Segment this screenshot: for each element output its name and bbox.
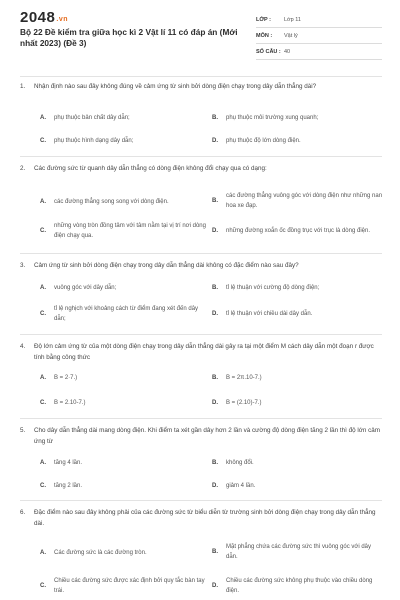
option-text: Các đường sức là các đường tròn. [54, 550, 147, 556]
option-letter: C. [40, 228, 46, 234]
meta-row-subject [256, 28, 382, 44]
question-6 [20, 508, 385, 529]
option-letter: C. [40, 400, 46, 406]
question-text: Đặc điểm nào sau đây không phải của các đường sức từ biểu diễn từ trường sinh bởi dòng điện chạy trong dây dẫn thẳng dài. [34, 509, 376, 527]
option-text: tăng 2 lần. [54, 483, 83, 489]
question-number: 6. [20, 509, 26, 516]
option-letter: B. [212, 460, 218, 466]
option-letter: D. [212, 138, 218, 144]
option-text: những đường xoắn ốc đồng trục với trục là dòng điện. [226, 228, 370, 234]
option-text: những vòng tròn đồng tâm với tâm nằm tại vị trí nơi dòng điện chạy qua. [54, 223, 206, 239]
document-header [0, 0, 400, 62]
option-6d[interactable] [212, 575, 384, 597]
option-text: phụ thuộc hình dạng dây dẫn; [54, 138, 134, 144]
option-5b[interactable] [212, 458, 384, 468]
option-text: Chiều các đường sức không phụ thuộc vào chiều dòng điện. [226, 578, 373, 594]
option-text: B = 2·7.) [54, 375, 78, 381]
option-text: phụ thuộc bản chất dây dẫn; [54, 115, 130, 121]
option-2b[interactable] [212, 190, 384, 212]
option-text: Mặt phẳng chứa các đường sức thì vuông góc với dây dẫn. [226, 544, 371, 560]
document-title: Bộ 22 Đề kiểm tra giữa học kì 2 Vật lí 11 có đáp án (Mới nhất 2023) (Đề 3) [20, 27, 238, 48]
option-1b[interactable] [212, 113, 382, 123]
option-4b[interactable] [212, 373, 384, 383]
option-letter: D. [212, 583, 218, 589]
option-letter: A. [40, 375, 46, 381]
option-text: giảm 4 lần. [226, 483, 256, 489]
option-5d[interactable] [212, 481, 384, 491]
option-letter: B. [212, 375, 218, 381]
question-2 [20, 164, 385, 175]
question-text: Cảm ứng từ sinh bởi dòng điện chạy trong dây dẫn thẳng dài không có đặc điểm nào sau đây? [34, 262, 299, 269]
option-letter: C. [40, 583, 46, 589]
option-2d[interactable] [212, 220, 384, 242]
question-text: Độ lớn cảm ứng từ của một dòng điện chạy trong dây dẫn thẳng dài gây ra tại một điểm M cách dây dẫn một đoạn r được tính bằng công thức [34, 343, 374, 361]
option-text: không đổi. [226, 460, 254, 466]
option-2c[interactable] [40, 220, 210, 242]
option-text: các đường thẳng song song với dòng điện. [54, 199, 169, 205]
option-letter: C. [40, 483, 46, 489]
question-number: 3. [20, 262, 26, 269]
option-text: tăng 4 lần. [54, 460, 83, 466]
option-text: Chiều các đường sức được xác định bởi quy tắc bàn tay trái. [54, 578, 205, 594]
option-letter: D. [212, 228, 218, 234]
meta-value: 40 [284, 48, 291, 55]
option-text: B = 2π.10-7.) [226, 375, 262, 381]
option-1c[interactable] [40, 136, 200, 146]
question-number: 4. [20, 343, 26, 350]
option-text: tỉ lệ thuận với chiều dài dây dẫn. [226, 311, 313, 317]
logo-suffix: .vn [56, 16, 68, 23]
meta-table [256, 12, 382, 60]
option-4c[interactable] [40, 398, 200, 408]
option-text: B = (2.10)-7.) [226, 400, 262, 406]
option-text: phụ thuộc độ lớn dòng điện. [226, 138, 301, 144]
meta-value: Lớp 11 [284, 16, 301, 23]
option-4d[interactable] [212, 398, 384, 408]
option-4a[interactable] [40, 373, 200, 383]
option-letter: C. [40, 311, 46, 317]
option-6b[interactable] [212, 541, 384, 563]
option-text: vuông góc với dây dẫn; [54, 285, 117, 291]
option-6c[interactable] [40, 575, 205, 597]
option-3c[interactable] [40, 303, 205, 325]
question-number: 5. [20, 427, 26, 434]
divider [20, 418, 382, 419]
meta-row-count [256, 44, 382, 60]
meta-label: SỐ CÂU : [256, 48, 281, 55]
question-text: Các đường sức từ quanh dây dẫn thẳng có dòng điện không đổi chạy qua có dạng: [34, 165, 267, 172]
option-letter: A. [40, 550, 46, 556]
option-5c[interactable] [40, 481, 200, 491]
option-1d[interactable] [212, 136, 382, 146]
divider [20, 334, 382, 335]
option-6a[interactable] [40, 548, 205, 558]
question-text: Cho dây dẫn thẳng dài mang dòng điện. Khi điểm ta xét gần dây hơn 2 lần và cường độ dòng điện tăng 2 lần thì độ lớn cảm ứng từ [34, 427, 381, 445]
option-letter: B. [212, 115, 218, 121]
question-1 [20, 82, 385, 93]
meta-value: Vật lý [284, 32, 298, 39]
option-text: tỉ lệ nghịch với khoảng cách từ điểm đang xét đến dây dẫn; [54, 306, 199, 322]
option-1a[interactable] [40, 113, 200, 123]
logo-text: 2048 [20, 9, 56, 26]
option-letter: B. [212, 198, 218, 204]
option-letter: A. [40, 199, 46, 205]
option-letter: D. [212, 311, 218, 317]
option-letter: D. [212, 400, 218, 406]
option-text: B = 2.10-7.) [54, 400, 86, 406]
site-logo[interactable] [20, 9, 68, 26]
option-letter: A. [40, 285, 46, 291]
divider [20, 76, 382, 77]
option-text: tỉ lệ thuận với cường độ dòng điện; [226, 285, 320, 291]
divider [20, 156, 382, 157]
option-letter: D. [212, 483, 218, 489]
question-number: 1. [20, 83, 26, 90]
question-4 [20, 342, 385, 363]
divider [20, 253, 382, 254]
meta-label: MÔN : [256, 32, 273, 39]
question-number: 2. [20, 165, 26, 172]
option-3a[interactable] [40, 283, 200, 293]
option-text: phụ thuộc môi trường xung quanh; [226, 115, 319, 121]
option-letter: A. [40, 115, 46, 121]
option-2a[interactable] [40, 192, 210, 212]
option-5a[interactable] [40, 458, 200, 468]
option-3b[interactable] [212, 283, 384, 293]
meta-row-class [256, 12, 382, 28]
question-5 [20, 426, 385, 447]
question-text: Nhận định nào sau đây không đúng về cảm ứng từ sinh bởi dòng điện chạy trong dây dẫn thẳng dài? [34, 83, 317, 90]
question-3 [20, 261, 385, 272]
option-3d[interactable] [212, 309, 384, 319]
divider [20, 500, 382, 501]
option-letter: A. [40, 460, 46, 466]
option-letter: B. [212, 285, 218, 291]
option-text: các đường thẳng vuông góc với dòng điện như những nan hoa xe đạp. [226, 193, 383, 209]
option-letter: C. [40, 138, 46, 144]
meta-label: LỚP : [256, 16, 271, 23]
option-letter: B. [212, 549, 218, 555]
